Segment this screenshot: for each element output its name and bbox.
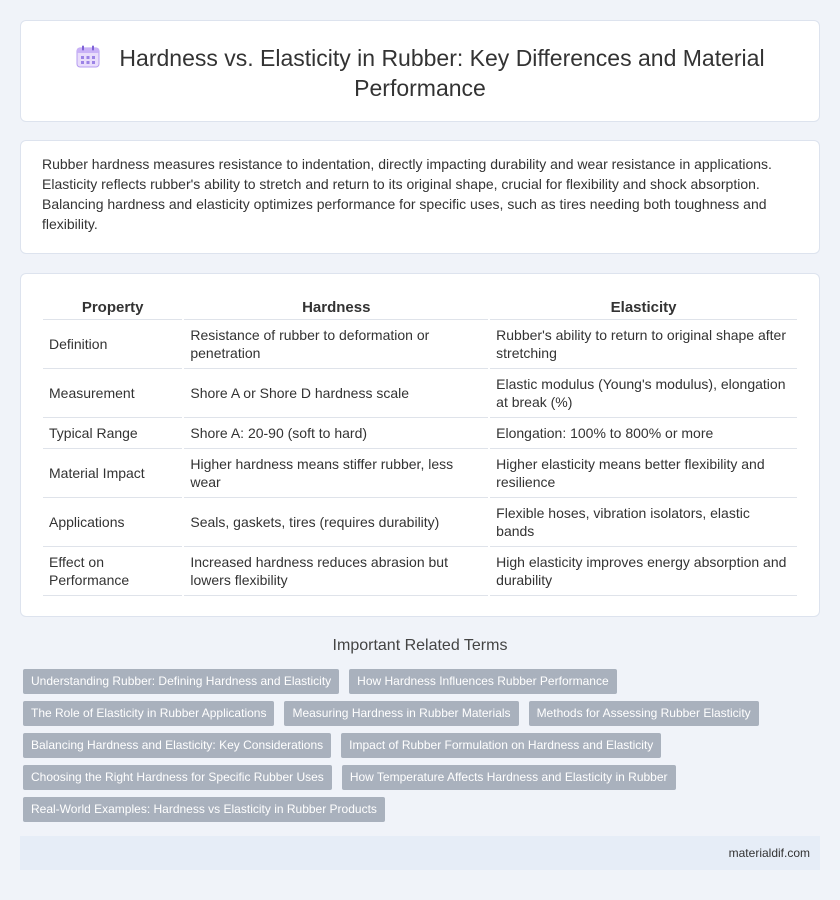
table-row: [43, 547, 797, 596]
comparison-card: [20, 273, 820, 617]
row-elasticity: Rubber's ability to return to original shape after stretching: [490, 320, 797, 369]
related-term-tag[interactable]: Understanding Rubber: Defining Hardness and Elasticity: [23, 669, 339, 694]
header-hardness: Hardness: [184, 296, 488, 320]
row-hardness: Shore A: 20-90 (soft to hard): [184, 418, 488, 449]
row-property: Measurement: [43, 369, 182, 418]
row-hardness: Higher hardness means stiffer rubber, less wear: [184, 449, 488, 498]
header-elasticity: Elasticity: [490, 296, 797, 320]
related-terms-list: [23, 669, 813, 829]
row-property: Applications: [43, 498, 182, 547]
related-term-tag[interactable]: Measuring Hardness in Rubber Materials: [284, 701, 518, 726]
row-elasticity: Higher elasticity means better flexibility and resilience: [490, 449, 797, 498]
row-property: Definition: [43, 320, 182, 369]
table-row: [43, 418, 797, 449]
related-term-tag[interactable]: Real-World Examples: Hardness vs Elasticity in Rubber Products: [23, 797, 385, 822]
row-property: Effect on Performance: [43, 547, 182, 596]
table-row: [43, 320, 797, 369]
comparison-table: [41, 296, 799, 596]
calendar-icon: [75, 45, 101, 69]
header-card: [20, 20, 820, 122]
footer: [20, 836, 820, 870]
intro-card: [20, 140, 820, 254]
intro-paragraph: Rubber hardness measures resistance to indentation, directly impacting durability and wear resistance in applications. Elasticity reflects rubber's ability to stretch and return to its original shape, crucial for flexibility and shock absorption. Balancing hardness and elasticity optimizes performance for specific uses, such as tires needing both toughness and flexibility.: [42, 156, 772, 232]
table-row: [43, 369, 797, 418]
row-elasticity: High elasticity improves energy absorption and durability: [490, 547, 797, 596]
related-term-tag[interactable]: The Role of Elasticity in Rubber Applications: [23, 701, 274, 726]
row-elasticity: Elongation: 100% to 800% or more: [490, 418, 797, 449]
header-property: Property: [43, 296, 182, 320]
row-hardness: Shore A or Shore D hardness scale: [184, 369, 488, 418]
row-hardness: Increased hardness reduces abrasion but lowers flexibility: [184, 547, 488, 596]
page-title: Hardness vs. Elasticity in Rubber: Key Differences and Material Performance: [119, 45, 765, 101]
row-hardness: Resistance of rubber to deformation or penetration: [184, 320, 488, 369]
row-property: Typical Range: [43, 418, 182, 449]
row-hardness: Seals, gaskets, tires (requires durability): [184, 498, 488, 547]
footer-site-link[interactable]: materialdif.com: [728, 846, 810, 860]
related-term-tag[interactable]: How Temperature Affects Hardness and Elasticity in Rubber: [342, 765, 676, 790]
table-row: [43, 498, 797, 547]
row-elasticity: Elastic modulus (Young's modulus), elongation at break (%): [490, 369, 797, 418]
related-term-tag[interactable]: How Hardness Influences Rubber Performance: [349, 669, 616, 694]
row-property: Material Impact: [43, 449, 182, 498]
row-elasticity: Flexible hoses, vibration isolators, elastic bands: [490, 498, 797, 547]
related-term-tag[interactable]: Choosing the Right Hardness for Specific Rubber Uses: [23, 765, 332, 790]
related-terms-heading: Important Related Terms: [332, 637, 508, 654]
related-term-tag[interactable]: Impact of Rubber Formulation on Hardness and Elasticity: [341, 733, 661, 758]
table-row: [43, 449, 797, 498]
related-term-tag[interactable]: Balancing Hardness and Elasticity: Key Considerations: [23, 733, 331, 758]
table-header-row: [43, 296, 797, 320]
related-term-tag[interactable]: Methods for Assessing Rubber Elasticity: [529, 701, 759, 726]
